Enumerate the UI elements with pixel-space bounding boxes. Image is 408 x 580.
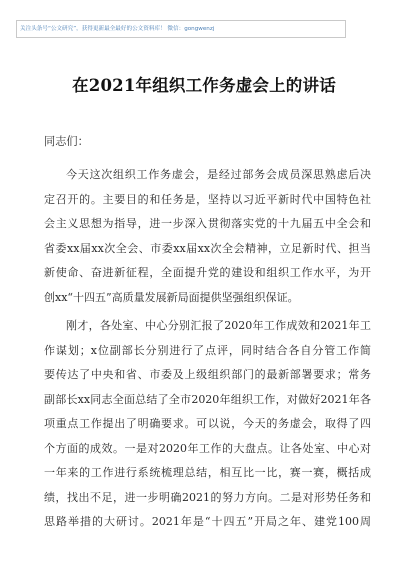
paragraph-2 [44,314,371,535]
paragraph-line: 要传达了中央和省、市委及上级组织部门的最新部署要求；常务 [44,368,371,381]
paragraph-line: 今天这次组织工作务虚会，是经过部务会成员深思熟虑后决 [66,168,371,181]
paragraph-line: 绩，找出不足，进一步明确2021的努力方向。二是对形势任务和 [44,490,371,504]
paragraph-line: 项重点工作提出了明确要求。可以说，今天的务虚会，取得了四 [44,417,371,430]
paragraph-line: 个方面的成效。一是对2020年工作的大盘点。让各处室、中心对 [44,441,371,455]
paragraph-line: 新使命、奋进新征程，全面提升党的建设和组织工作水平，为开 [44,266,371,279]
paragraph-line: 省委xx届xx次全会、市委xx届xx次全会精神，立足新时代、担当 [44,241,371,255]
paragraph-line: 创xx“十四五”高质量发展新局面提供坚强组织保证。 [44,290,299,304]
paragraph-line: 刚才，各处室、中心分别汇报了2020年工作成效和2021年工 [66,319,371,332]
paragraph-line: 作谋划；x位副部长分别进行了点评，同时结合各自分管工作简 [44,343,371,357]
paragraph-line: 定召开的。主要目的和任务是，坚持以习近平新时代中国特色社 [44,192,371,206]
paragraph-line: 会主义思想为指导，进一步深入贯彻落实党的十九届五中全会和 [44,217,371,230]
paragraph-1 [44,163,371,310]
paragraph-line: 思路举措的大研讨。2021年是“十四五”开局之年、建党100周 [44,515,371,528]
paragraph-line: 副部长xx同志全面总结了全市2020年组织工作，对做好2021年各 [44,392,371,406]
paragraph-line: 一年来的工作进行系统梳理总结，相互比一比，赛一赛，概括成 [44,466,371,479]
page-title: 在2021年组织工作务虚会上的讲话 [72,76,336,95]
greeting: 同志们： [44,135,89,148]
header-banner: 关注头条号“公文研究”，获得更新最全最好的公文资料库！ 微信：gongwenzj [16,20,346,38]
